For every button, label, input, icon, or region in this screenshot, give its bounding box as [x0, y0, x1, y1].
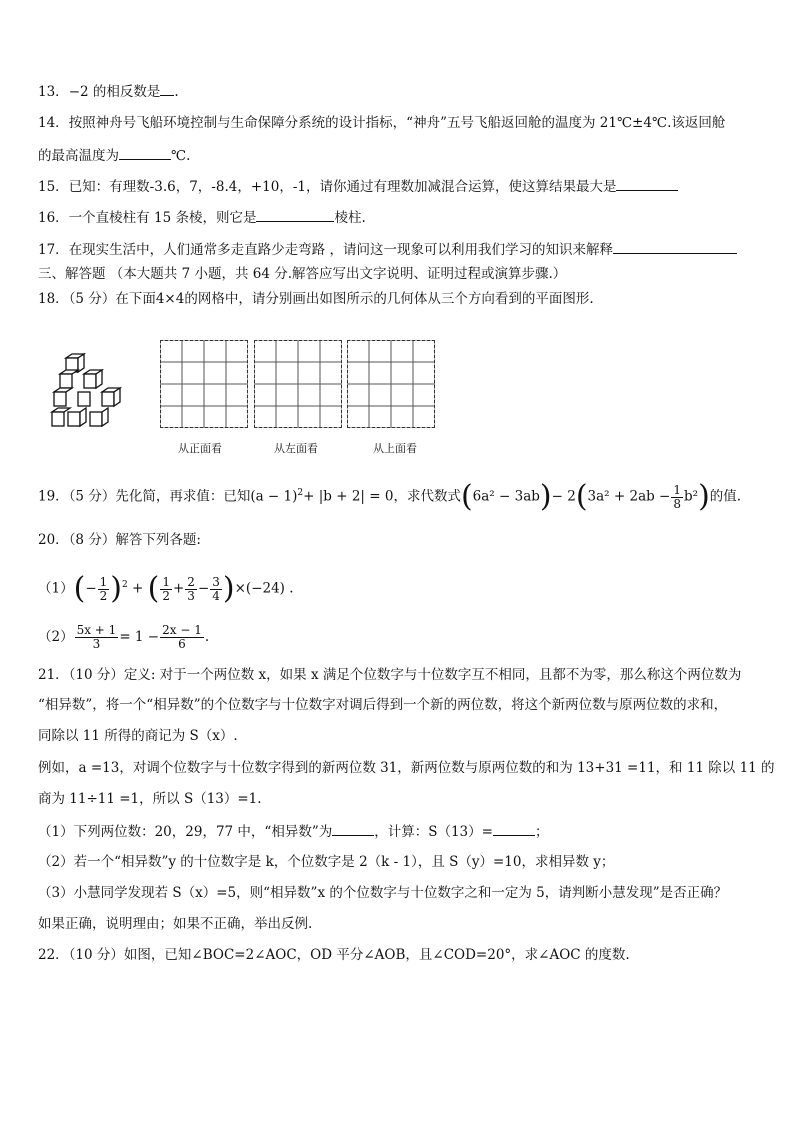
- question-21-part1: （1）下列两位数：20，29，77 中，“相异数”为 ，计算：S（13）= ；: [38, 824, 549, 840]
- section-heading: 三、解答题 （本大题共 7 小题，共 64 分.解答应写出文字说明、证明过程或演算步骤.）: [38, 266, 567, 282]
- question-20: 20．（8 分）解答下列各题:: [38, 532, 201, 548]
- question-22: 22．（10 分）如图，已知∠BOC=2∠AOC，OD 平分∠AOB，且∠COD=20°，求∠AOC 的度数.: [38, 947, 630, 963]
- cube-stack-figure: [48, 352, 128, 438]
- question-21-part3: （3）小慧同学发现若 S（x）=5，则“相异数”x 的个位数字与十位数字之和一定为 5，请判断小慧发现”是否正确？: [38, 885, 728, 901]
- top-view-grid[interactable]: [347, 340, 435, 428]
- question-20-part1: （1）(− $\frac{1}{2}$ )$^2$ + ( $\frac{1}{2}$ + $\frac{2}{3}$ − $\frac{3}{4}$ )×(−24) .: [38, 571, 294, 606]
- question-16: 16．一个直棱柱有 15 条棱，则它是 棱柱.: [38, 210, 366, 226]
- question-18: 18．（5 分）在下面4×4的网格中，请分别画出如图所示的几何体从三个方向看到的平面图形.: [38, 291, 594, 307]
- question-19: 19．（5 分）先化简，再求值：已知$(a - 1)^2+ |b + 2| = 0$，求代数式(6a² − 3ab)− 2(3a² + 2ab − $\frac{1}{8}$ b²)的值.: [38, 479, 742, 514]
- caption-left-view: 从左面看: [274, 442, 318, 455]
- question-13: 13．−2 的相反数是 .: [38, 84, 179, 100]
- question-17: 17．在现实生活中，人们通常多走直路少走弯路 ，请问这一现象可以利用我们学习的知识来解释: [38, 240, 737, 259]
- answer-blank[interactable]: [616, 177, 678, 191]
- answer-blank[interactable]: [256, 208, 334, 222]
- answer-blank[interactable]: [332, 822, 374, 836]
- question-14-line2: 的最高温度为 ℃.: [38, 148, 191, 164]
- question-21-example-line2: 商为 11÷11 =1，所以 S（13）=1.: [38, 791, 262, 807]
- caption-top-view: 从上面看: [373, 442, 417, 455]
- question-21-example: 例如，a =13，对调个位数字与十位数字得到的新两位数 31，新两位数与原两位数的和为 13+31 =11，和 11 除以 11 的: [38, 760, 775, 776]
- question-14: 14．按照神舟号飞船环境控制与生命保障分系统的设计指标，“神舟”五号飞船返回舱的温度为 21℃±4℃.该返回舱: [38, 115, 726, 131]
- answer-blank[interactable]: [160, 82, 174, 96]
- question-21-line3: 同除以 11 所得的商记为 S（x）.: [38, 728, 238, 744]
- question-20-part2: （2） $\frac{5x + 1}{3}$ = 1 − $\frac{2x - 1}{6}$ .: [38, 623, 210, 651]
- question-15: 15．已知：有理数-3.6，7，-8.4，+10，-1，请你通过有理数加减混合运算，使这算结果最大是: [38, 177, 678, 196]
- question-21-part3-line2: 如果正确，说明理由；如果不正确，举出反例.: [38, 916, 313, 932]
- question-21-part2: （2）若一个“相异数”y 的十位数字是 k，个位数字是 2（k - 1），且 S（y）=10，求相异数 y；: [38, 854, 615, 870]
- answer-blank[interactable]: [493, 822, 535, 836]
- left-view-grid[interactable]: [254, 340, 342, 428]
- question-21-line2: “相异数”，将一个“相异数”的个位数字与十位数字对调后得到一个新的两位数，将这个新两位数与原两位数的求和，: [38, 697, 728, 713]
- caption-front-view: 从正面看: [178, 442, 222, 455]
- question-21: 21．（10 分）定义: 对于一个两位数 x，如果 x 满足个位数字与十位数字互不相同，且都不为零，那么称这个两位数为: [38, 667, 742, 683]
- answer-blank[interactable]: [119, 146, 171, 160]
- answer-blank[interactable]: [613, 240, 737, 254]
- front-view-grid[interactable]: [160, 340, 248, 428]
